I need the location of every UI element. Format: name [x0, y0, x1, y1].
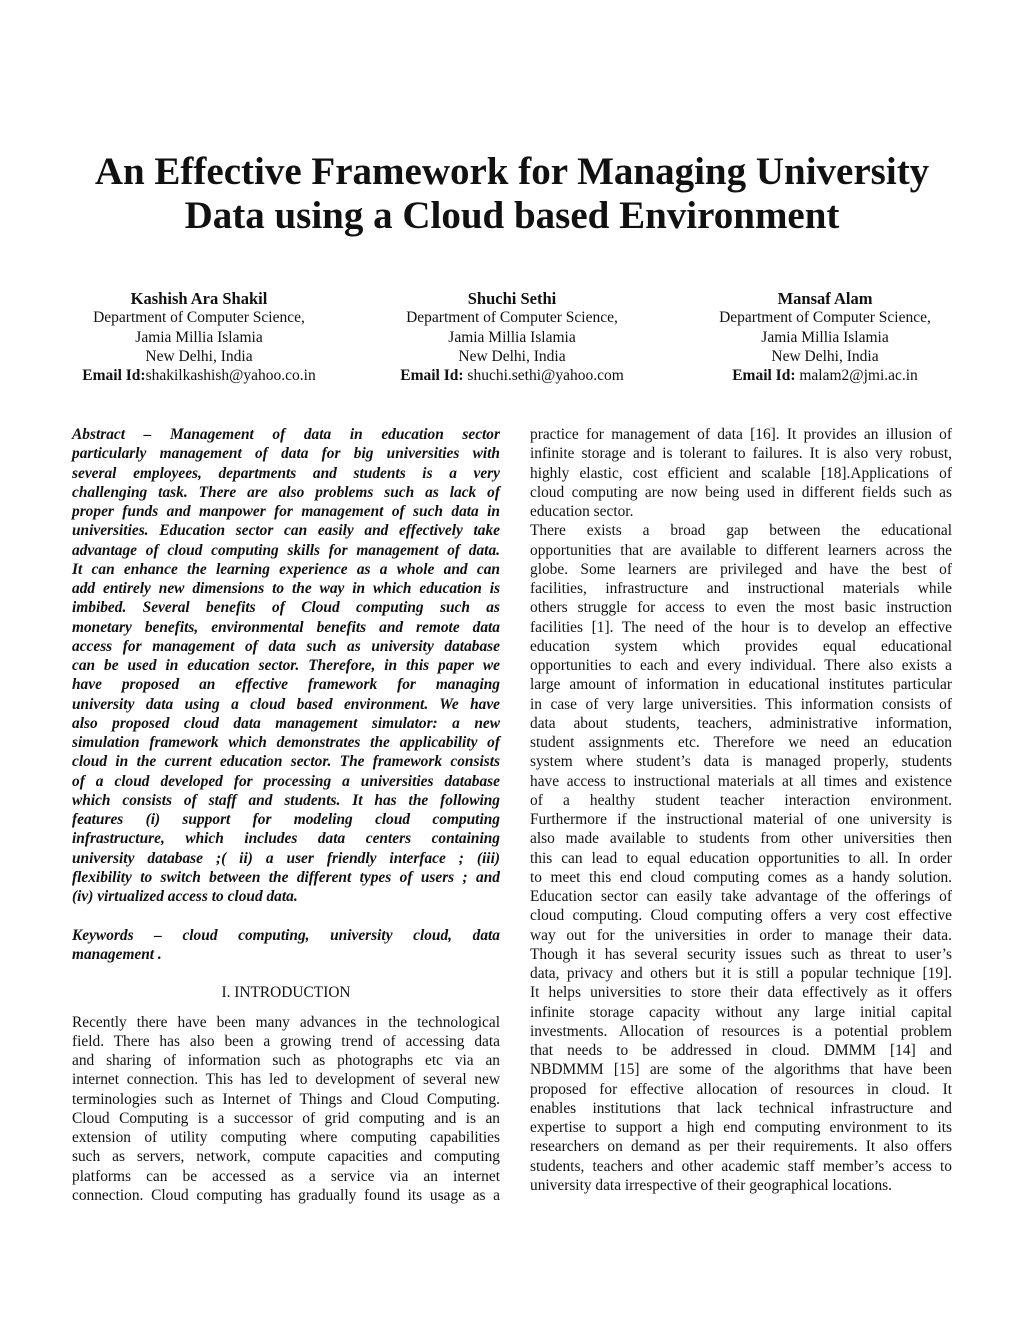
text-line: Cloud Computing is a successor of grid computing and is an — [72, 1109, 500, 1127]
text-line: Furthermore if the instructional material of one university is — [530, 811, 952, 828]
abstract — [72, 425, 500, 906]
text-line: large amount of information in educational institutes particular — [530, 676, 952, 694]
text-line: which consists of staff and students. It has the following — [72, 791, 500, 809]
author-dept: Department of Computer Science, — [406, 309, 618, 327]
email-label: Email Id: — [400, 367, 464, 385]
text-line: highly elastic, cost efficient and scalable [18].Applications of — [530, 464, 952, 482]
text-line: proposed for effective allocation of resources in cloud. It — [530, 1080, 952, 1098]
text-line: that needs to be addressed in cloud. DMMM [14] and — [530, 1042, 952, 1059]
author-name: Mansaf Alam — [777, 289, 873, 308]
text-line: of a cloud developed for processing a universities database — [72, 772, 500, 790]
text-line: practice for management of data [16]. It provides an illusion of — [530, 426, 952, 443]
text-line: data, privacy and others but it is still a popular technique [19]. — [530, 965, 952, 982]
text-line: of a healthy student teacher interaction environment. — [530, 791, 952, 809]
author-city: New Delhi, India — [145, 347, 253, 365]
text-line: infrastructure, which includes data centers containing — [72, 830, 500, 848]
text-line: system where student’s data is managed properly, students — [530, 753, 952, 771]
text-line: way out for the universities in order to manage their data. — [530, 926, 952, 944]
paragraph — [530, 425, 952, 521]
author-dept: Department of Computer Science, — [93, 309, 305, 327]
text-line: terminologies such as Internet of Things and Cloud Computing. — [72, 1090, 500, 1108]
author-name: Kashish Ara Shakil — [130, 289, 268, 308]
text-line: university data irrespective of their geographical locations. — [530, 1176, 892, 1194]
introduction-text — [72, 1013, 500, 1206]
text-line: access for management of data such as university database — [72, 637, 500, 655]
text-line: others struggle for access to even the most basic instruction — [530, 599, 952, 617]
text-line: cloud computing. Cloud computing offers a very cost effective — [530, 907, 952, 925]
author-inst: Jamia Millia Islamia — [135, 328, 263, 346]
author-block — [665, 289, 985, 385]
text-line: facilities, infrastructure and instructional materials while — [530, 580, 952, 597]
text-line: imbibed. Several benefits of Cloud computing such as — [72, 599, 500, 617]
author-block — [39, 289, 359, 385]
text-line: have access to instructional materials at all times and existence — [530, 772, 952, 790]
text-line: also made available to students from other universities then — [530, 830, 952, 848]
title-line: An Effective Framework for Managing University — [94, 150, 930, 193]
text-line: Recently there have been many advances in the technological — [72, 1013, 500, 1031]
author-email: malam2@jmi.ac.in — [795, 367, 918, 385]
text-line: extension of utility computing where computing capabilities — [72, 1129, 500, 1146]
author-email: shuchi.sethi@yahoo.com — [463, 367, 624, 385]
text-line: challenging task. There are also problems such as lack of — [72, 483, 500, 501]
text-line: universities. Education sector can easily and effectively take — [72, 522, 500, 540]
author-city: New Delhi, India — [771, 347, 879, 365]
text-line: data about students, teachers, administrative information, — [530, 714, 952, 732]
text-line: globe. Some learners are privileged and have the best of — [530, 560, 952, 578]
text-line: internet connection. This has led to development of several new — [72, 1071, 500, 1089]
text-line: infinite storage capacity without any large initial capital — [530, 1003, 952, 1021]
text-line: proper funds and manpower for management of such data in — [72, 503, 500, 520]
text-line: in case of very large universities. This information consists of — [530, 695, 952, 713]
text-line: particularly management of data for big universities with — [72, 445, 500, 463]
text-line: education system which provides equal educational — [530, 637, 952, 655]
text-line: university data using a cloud based environment. We have — [72, 695, 500, 713]
right-column — [530, 425, 952, 1195]
text-line: investments. Allocation of resources is a potential problem — [530, 1022, 952, 1040]
text-line: It helps universities to store their data effectively as it offers — [530, 984, 952, 1002]
text-line: can be used in education sector. Therefore, in this paper we — [72, 657, 500, 674]
text-line: such as servers, network, compute capacities and computing — [72, 1148, 500, 1166]
text-line: have proposed an effective framework for managing — [72, 676, 500, 694]
author-inst: Jamia Millia Islamia — [761, 328, 889, 346]
author-name: Shuchi Sethi — [467, 289, 557, 308]
text-line: monetary benefits, environmental benefits and remote data — [72, 618, 500, 636]
text-line: infinite storage and is tolerant to failures. It is also very robust, — [530, 445, 952, 463]
text-line: It can enhance the learning experience as a whole and can — [72, 560, 500, 578]
text-line: students, teachers and other academic staff member’s access to — [530, 1157, 952, 1175]
text-line: cloud computing are now being used in different fields such as — [530, 483, 952, 501]
author-inst: Jamia Millia Islamia — [448, 328, 576, 346]
text-line: expertise to support a high end computing environment to its — [530, 1119, 952, 1136]
text-line: advantage of cloud computing skills for management of data. — [72, 541, 500, 559]
text-line: education sector. — [530, 503, 634, 520]
author-block — [352, 289, 672, 385]
text-line: to meet this end cloud computing comes as a handy solution. — [530, 868, 952, 886]
text-line: simulation framework which demonstrates the applicability of — [72, 734, 500, 751]
email-label: Email Id: — [82, 367, 146, 385]
text-line: cloud in the current education sector. The framework consists — [72, 753, 500, 771]
author-email-row — [352, 366, 672, 385]
text-line: student assignments etc. Therefore we need an education — [530, 734, 952, 751]
text-line: opportunities that are available to different learners across the — [530, 541, 952, 559]
text-line: Though it has several security issues such as threat to user’s — [530, 945, 952, 963]
text-line: (iv) virtualized access to cloud data. — [72, 888, 298, 905]
title-line: Data using a Cloud based Environment — [184, 194, 840, 237]
text-line: add entirely new dimensions to the way in which education is — [72, 580, 500, 597]
text-line: also proposed cloud data management simulator: a new — [72, 714, 500, 732]
text-line: management . — [72, 945, 162, 963]
text-line: platforms can be accessed as a service via an internet — [72, 1167, 500, 1185]
text-line: enables institutions that lack technical infrastructure and — [530, 1099, 952, 1117]
text-line: researchers on demand as per their requirements. It also offers — [530, 1138, 952, 1156]
paragraph — [530, 521, 952, 1195]
text-line: this can lead to equal education opportunities to all. In order — [530, 849, 952, 867]
text-line: and sharing of information such as photographs etc via an — [72, 1052, 500, 1069]
text-line: NBDMMM [15] are some of the algorithms that have been — [530, 1061, 952, 1079]
left-column — [72, 425, 500, 1205]
email-label: Email Id: — [732, 367, 796, 385]
text-line: There exists a broad gap between the educational — [530, 522, 952, 540]
text-line: field. There has also been a growing trend of accessing data — [72, 1032, 500, 1050]
text-line: Keywords – cloud computing, university cloud, data — [72, 926, 500, 944]
text-line: flexibility to switch between the different types of users ; and — [72, 868, 500, 886]
author-dept: Department of Computer Science, — [719, 309, 931, 327]
text-line: connection. Cloud computing has gradually found its usage as a — [72, 1186, 500, 1204]
text-line: Education sector can easily take advantage of the offerings of — [530, 888, 952, 905]
section-heading-introduction: I. INTRODUCTION — [221, 984, 351, 1002]
text-line: facilities [1]. The need of the hour is to develop an effective — [530, 618, 952, 636]
text-line: Abstract – Management of data in education sector — [72, 426, 500, 443]
author-email: shakilkashish@yahoo.co.in — [145, 367, 316, 385]
text-line: several employees, departments and students is a very — [72, 464, 500, 482]
author-city: New Delhi, India — [458, 347, 566, 365]
text-line: university database ;( ii) a user friendly interface ; (iii) — [72, 849, 500, 867]
author-email-row — [665, 366, 985, 385]
paper-title — [0, 150, 1024, 238]
keywords — [72, 926, 500, 965]
text-line: features (i) support for modeling cloud computing — [72, 811, 500, 828]
author-email-row — [39, 366, 359, 385]
text-line: opportunities to each and every individual. There also exists a — [530, 657, 952, 674]
